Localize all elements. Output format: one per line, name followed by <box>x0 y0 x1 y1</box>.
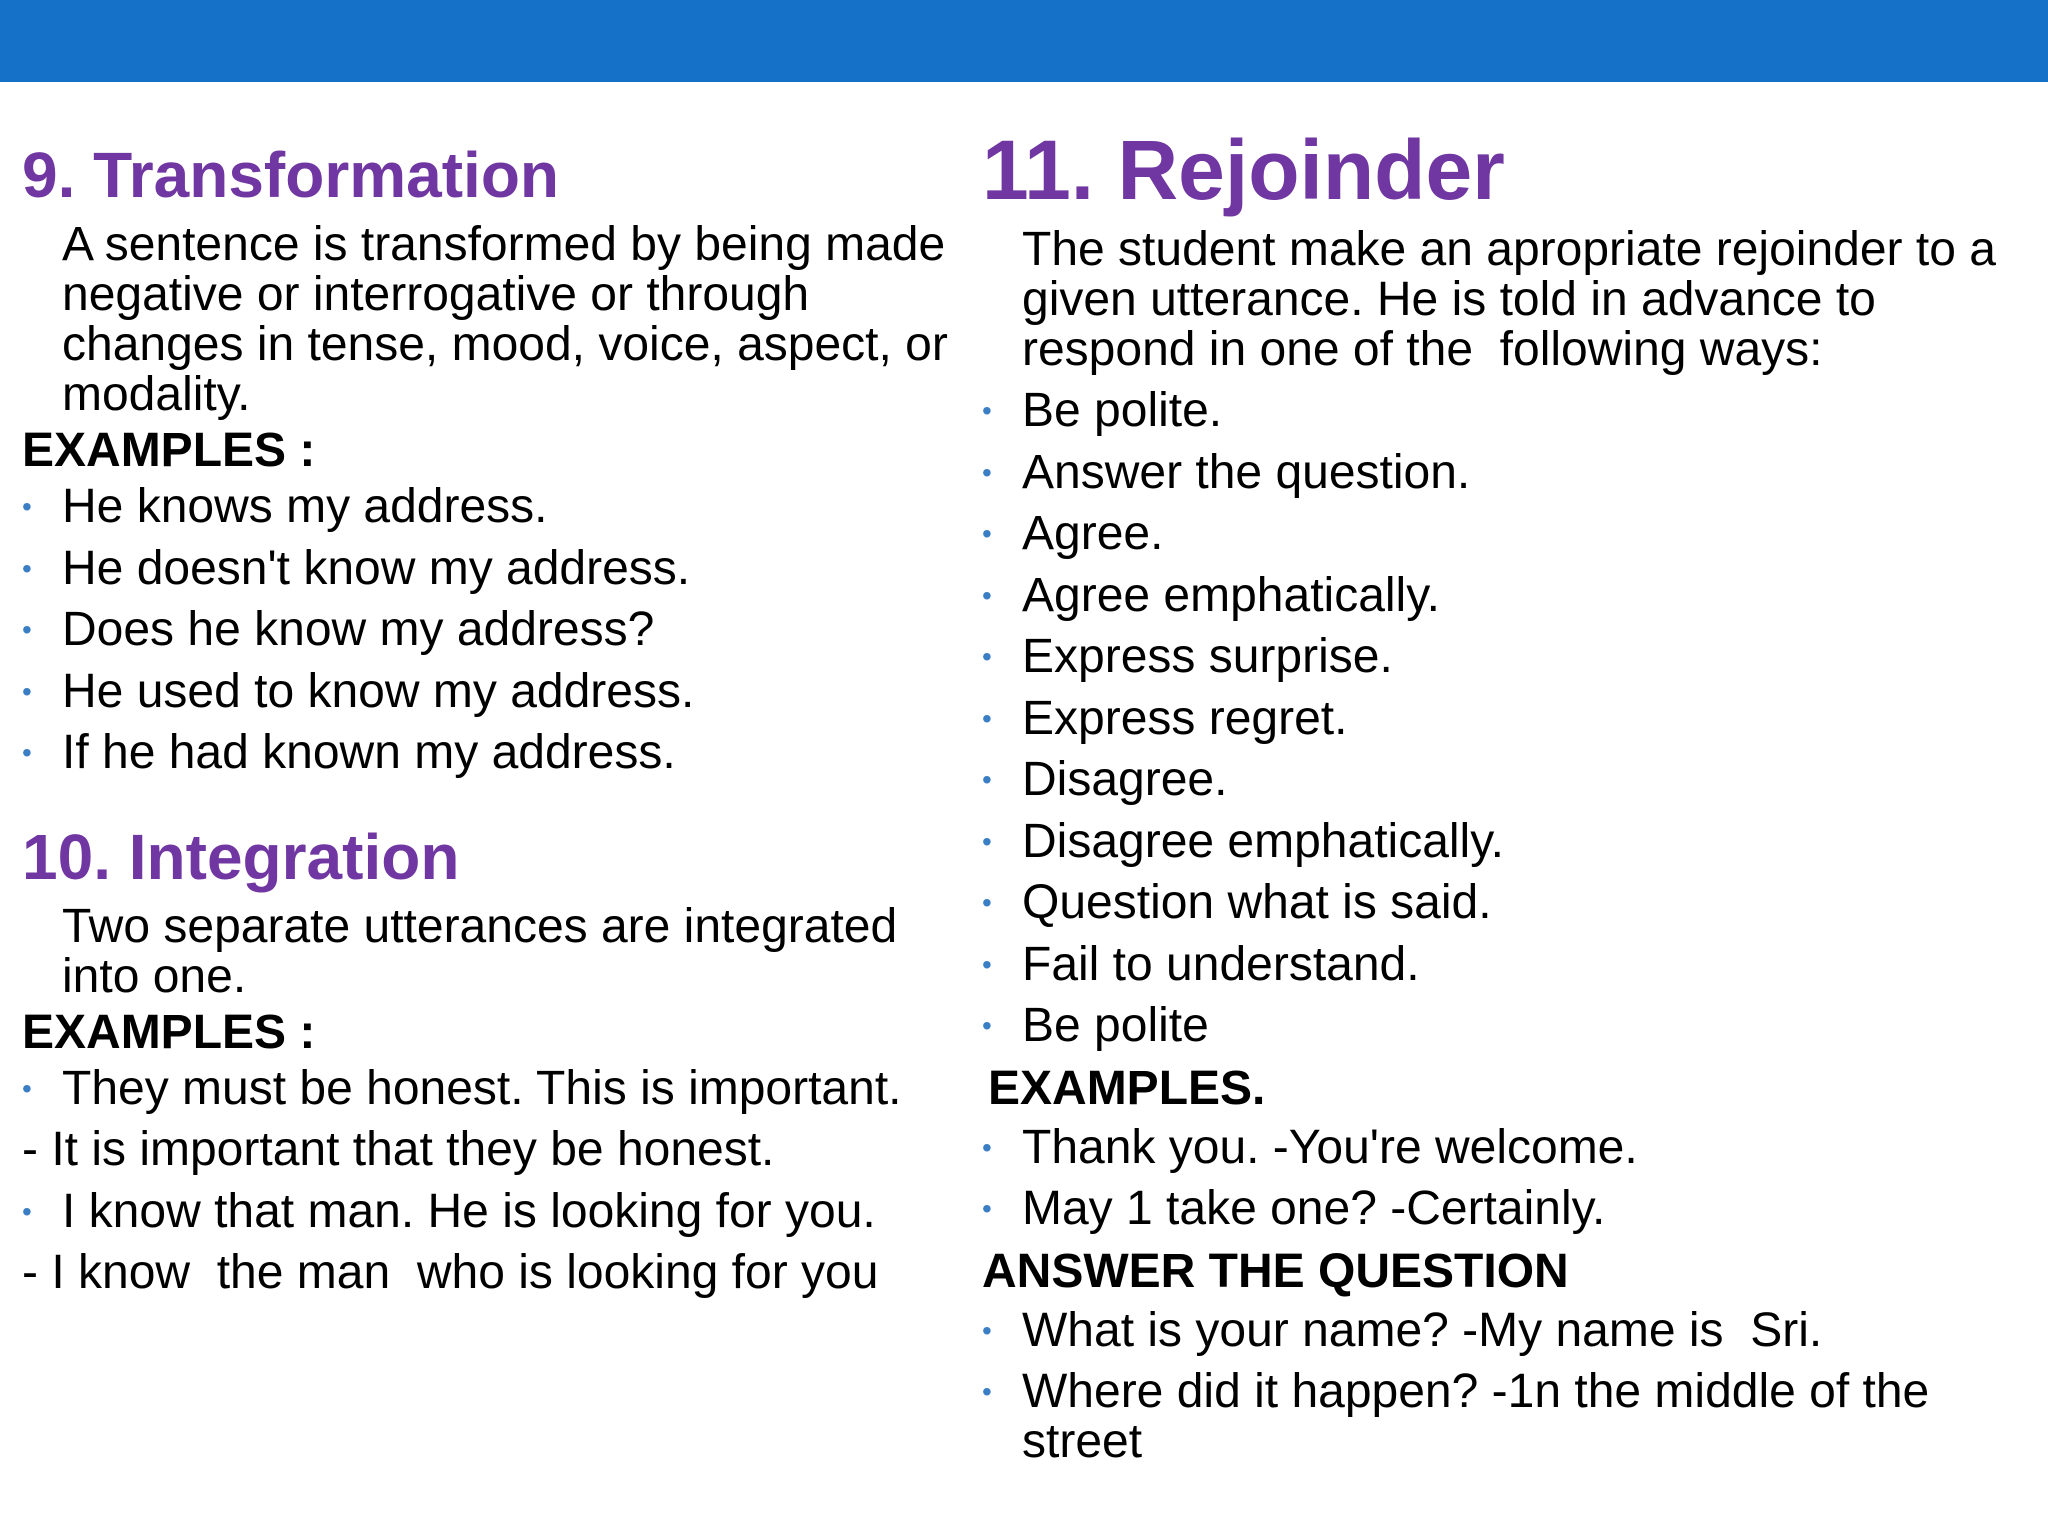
bullet-icon: • <box>22 552 32 584</box>
answer-question-label: ANSWER THE QUESTION <box>982 1244 1569 1298</box>
list-item <box>982 755 2022 805</box>
rejoinder-way-text: Be polite <box>1022 999 1209 1052</box>
list-item <box>982 878 2022 928</box>
list-item <box>982 937 2022 991</box>
transformation-example-text: He knows my address. <box>62 480 548 533</box>
rejoinder-way-text: Fail to understand. <box>1022 937 1420 991</box>
right-column <box>982 115 2022 1479</box>
list-item <box>982 814 2022 868</box>
rejoinder-way-text: Be polite. <box>1022 384 1223 437</box>
rejoinder-examples-label: EXAMPLES. <box>988 1061 1266 1115</box>
rejoinder-way-text: Agree emphatically. <box>1022 568 1440 622</box>
bullet-icon: • <box>982 1376 992 1407</box>
integration-heading: 10. Integration <box>22 820 460 893</box>
rejoinder-description: The student make an apropriate rejoinder to a given utterance. He is told in advance to respond in one of the following ways: <box>1022 223 2010 376</box>
list-item <box>982 386 2022 436</box>
integration-answer-line: - I know the man who is looking for you <box>22 1246 879 1299</box>
integration-examples-label: EXAMPLES : <box>22 1005 316 1059</box>
answer-example-text: Where did it happen? -1n the middle of the street <box>1022 1365 1930 1468</box>
transformation-example-text: He doesn't know my address. <box>62 541 691 595</box>
bullet-icon: • <box>982 1010 992 1041</box>
list-item <box>982 1303 2022 1357</box>
rejoinder-way-text: Agree. <box>1022 507 1164 560</box>
list-item <box>22 482 982 532</box>
list-item <box>22 605 982 655</box>
transformation-examples-list <box>22 482 982 778</box>
bullet-icon: • <box>22 1072 32 1104</box>
bullet-icon: • <box>982 1314 992 1346</box>
integration-example-text: I know that man. He is looking for you. <box>62 1184 876 1238</box>
list-item <box>982 568 2022 622</box>
answer-example-text: What is your name? -My name is Sri. <box>1022 1303 1823 1357</box>
bullet-icon: • <box>982 1193 992 1224</box>
transformation-example-text: He used to know my address. <box>62 664 695 718</box>
integration-examples-list <box>22 1061 982 1115</box>
rejoinder-heading: 11. Rejoinder <box>982 123 1505 217</box>
bullet-icon: • <box>22 491 32 522</box>
bullet-icon: • <box>982 395 992 426</box>
transformation-heading: 9. Transformation <box>22 139 559 211</box>
rejoinder-example-text: Thank you. -You're welcome. <box>1022 1120 1638 1174</box>
bullet-icon: • <box>982 702 992 734</box>
rejoinder-ways-list <box>982 386 2022 1051</box>
section-spacer <box>22 790 982 812</box>
rejoinder-example-text: May 1 take one? -Certainly. <box>1022 1182 1606 1235</box>
rejoinder-way-text: Answer the question. <box>1022 445 1471 499</box>
list-item <box>982 1184 2022 1234</box>
transformation-example-text: If he had known my address. <box>62 726 676 779</box>
bullet-icon: • <box>982 764 992 795</box>
rejoinder-way-text: Express regret. <box>1022 691 1348 745</box>
answer-question-list <box>982 1303 2022 1468</box>
left-column <box>22 130 982 1310</box>
transformation-description: A sentence is transformed by being made negative or interrogative or through changes in tense, mood, voice, aspect, or modality. <box>62 218 948 421</box>
list-item <box>982 509 2022 559</box>
list-item <box>982 1001 2022 1051</box>
top-bar <box>0 0 2048 82</box>
list-item <box>22 664 982 718</box>
integration-answer-line: - It is important that they be honest. <box>22 1123 775 1176</box>
bullet-icon: • <box>22 737 32 768</box>
list-item <box>982 1367 1982 1467</box>
bullet-icon: • <box>982 641 992 672</box>
integration-description: Two separate utterances are integrated into one. <box>62 899 898 1003</box>
list-item <box>982 632 2022 682</box>
integration-example-text: They must be honest. This is important. <box>62 1061 902 1115</box>
list-item <box>22 1184 982 1238</box>
bullet-icon: • <box>982 518 992 549</box>
bullet-icon: • <box>982 1131 992 1163</box>
list-item <box>982 445 2022 499</box>
bullet-icon: • <box>22 675 32 707</box>
list-item <box>982 1120 2022 1174</box>
rejoinder-way-text: Disagree. <box>1022 753 1228 806</box>
rejoinder-examples-list <box>982 1120 2022 1235</box>
transformation-example-text: Does he know my address? <box>62 603 655 656</box>
bullet-icon: • <box>982 579 992 611</box>
rejoinder-way-text: Disagree emphatically. <box>1022 814 1504 868</box>
bullet-icon: • <box>982 948 992 980</box>
bullet-icon: • <box>22 614 32 645</box>
bullet-icon: • <box>982 456 992 488</box>
bullet-icon: • <box>982 825 992 857</box>
list-item <box>982 691 2022 745</box>
bullet-icon: • <box>982 887 992 918</box>
rejoinder-way-text: Express surprise. <box>1022 630 1393 683</box>
list-item <box>22 728 982 778</box>
integration-examples-list <box>22 1184 982 1238</box>
transformation-examples-label: EXAMPLES : <box>22 424 316 477</box>
rejoinder-way-text: Question what is said. <box>1022 876 1492 929</box>
bullet-icon: • <box>22 1195 32 1227</box>
list-item <box>22 541 982 595</box>
list-item <box>22 1061 982 1115</box>
